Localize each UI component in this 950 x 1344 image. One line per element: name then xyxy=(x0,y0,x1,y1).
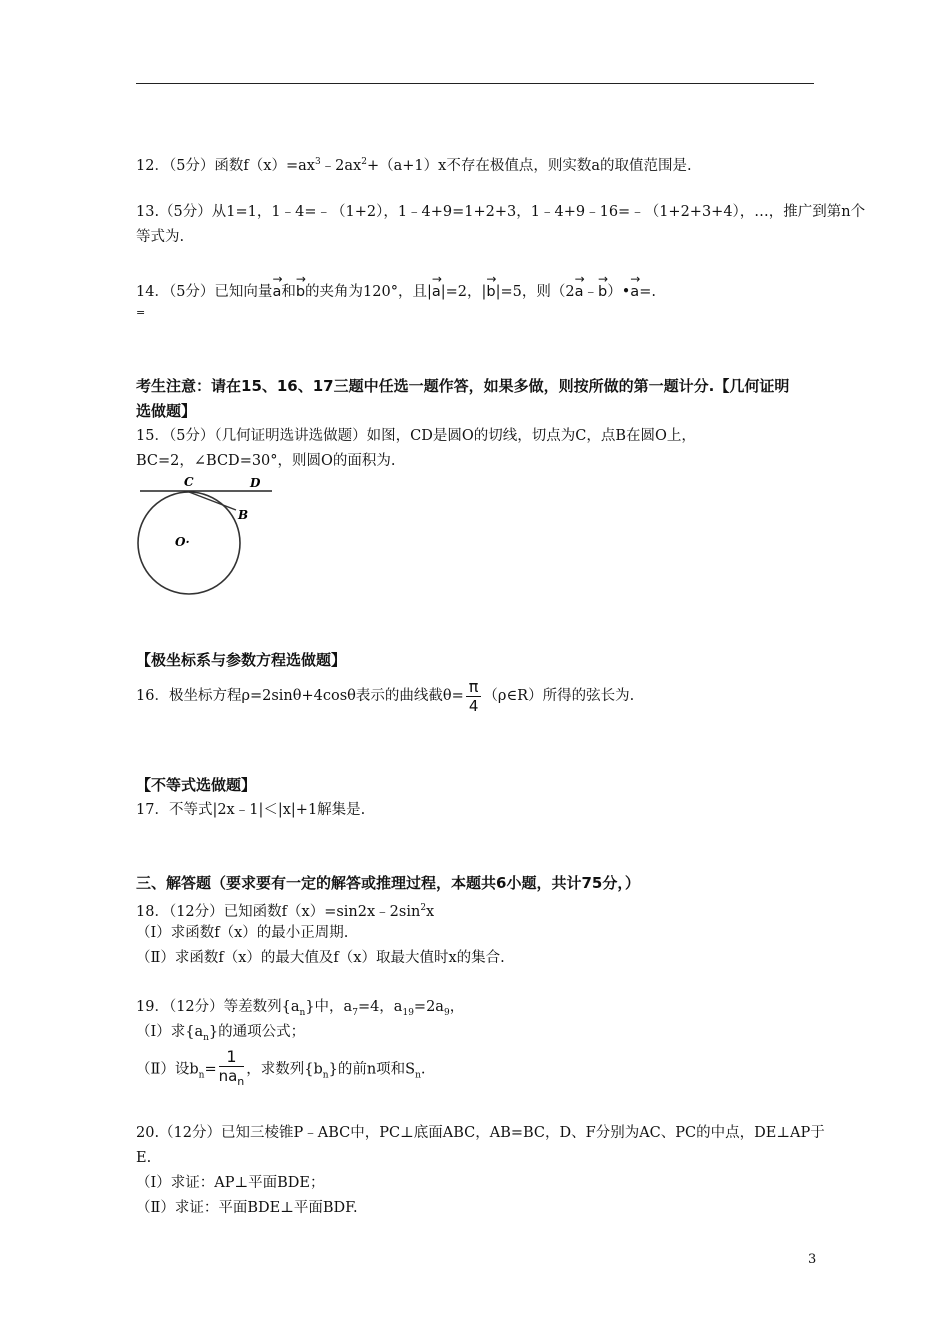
q19-text: }中，a xyxy=(305,999,353,1015)
question-14 xyxy=(136,276,656,302)
q12-end: +（a+1）x不存在极值点，则实数a的取值范围是. xyxy=(366,157,692,174)
notice-line1: 考生注意：请在15、16、17三题中任选一题作答，如果多做，则按所做的第一题计分.【几何证明 xyxy=(136,377,790,395)
label-c: C xyxy=(184,475,194,489)
q19-text: （Ⅰ）求{a xyxy=(136,1024,204,1040)
label-b: B xyxy=(238,508,249,522)
frac-numerator: 1 xyxy=(219,1048,245,1067)
q19-sub: n xyxy=(415,1070,421,1081)
vector-a: → a xyxy=(630,276,639,302)
q19-text: . xyxy=(420,1061,426,1078)
q19-sub: 9 xyxy=(443,1007,450,1018)
q19-text: =4，a xyxy=(357,999,403,1015)
q18-text: 18．（12分）已知函数f（x）=sin2x﹣2sin xyxy=(136,903,421,920)
question-13-line1: 13.（5分）从1=1，1﹣4=﹣（1+2），1﹣4+9=1+2+3，1﹣4+9﹣16=﹣（1+2+3+4），…，推广到第n个 xyxy=(136,204,866,220)
q14-text: 14．（5分）已知向量 xyxy=(136,284,273,300)
q19-text: }的前n项和S xyxy=(328,1061,416,1078)
fraction-pi-over-4 xyxy=(466,678,482,715)
vector-b: → b xyxy=(486,276,495,302)
q14-text: ﹣ xyxy=(583,284,599,300)
vector-a: → a xyxy=(432,276,441,302)
heading-17: 【不等式选做题】 xyxy=(136,776,257,794)
q19-text: （Ⅱ）设b xyxy=(136,1061,199,1078)
q19-sub: 7 xyxy=(352,1007,358,1018)
q19-text: }的通项公式； xyxy=(208,1024,306,1040)
vector-a: → a xyxy=(575,276,584,302)
circle-figure xyxy=(136,474,276,603)
frac-denominator: 4 xyxy=(468,696,479,715)
q16-text: （ρ∈R）所得的弦长为. xyxy=(483,688,635,704)
frac-numerator: π xyxy=(466,678,482,697)
question-18 xyxy=(136,898,434,922)
q18-text: x xyxy=(426,903,435,920)
section-3-heading: 三、解答题（要求要有一定的解答或推理过程，本题共6小题，共计75分，） xyxy=(136,874,640,892)
frac-denominator-text: na xyxy=(218,1067,238,1085)
chord-cb xyxy=(189,492,236,510)
q14-text: 和 xyxy=(281,284,296,300)
q12-mid: ﹣2ax xyxy=(320,157,362,174)
q14-text: ）• xyxy=(607,284,631,300)
q16-text: 16．极坐标方程ρ=2sinθ+4cosθ表示的曲线截θ= xyxy=(136,688,464,704)
vector-b: → b xyxy=(598,276,607,302)
header-rule xyxy=(136,83,814,84)
notice-line2: 选做题】 xyxy=(136,402,197,420)
question-19-part1 xyxy=(136,1022,305,1048)
label-o: O· xyxy=(175,535,190,549)
vector-b: → b xyxy=(296,276,305,302)
q14-text: 的夹角为120°，且| xyxy=(305,284,432,300)
page-number: 3 xyxy=(808,1252,817,1267)
q14-text: |=2，| xyxy=(440,284,487,300)
q19-text: ，求数列{b xyxy=(246,1061,323,1078)
question-17: 17．不等式|2x﹣1|＜|x|+1解集是. xyxy=(136,802,366,818)
q14-text: =. xyxy=(639,284,656,300)
question-18-part2: （Ⅱ）求函数f（x）的最大值及f（x）取最大值时x的集合. xyxy=(136,950,505,966)
question-20-part1: （Ⅰ）求证：AP⊥平面BDE； xyxy=(136,1175,325,1191)
frac-denominator-sub: n xyxy=(237,1075,245,1088)
q19-text: ， xyxy=(449,999,465,1015)
circle-diagram xyxy=(136,474,276,599)
question-20-line1: 20.（12分）已知三棱锥P﹣ABC中，PC⊥底面ABC，AB=BC，D、F分别为AC、PC的中点，DE⊥AP于 xyxy=(136,1125,825,1141)
q19-sub: n xyxy=(299,1007,306,1018)
question-16 xyxy=(136,677,634,715)
q19-sub: n xyxy=(198,1070,205,1081)
frac-denominator xyxy=(219,1067,245,1091)
q12-sup: 2 xyxy=(361,157,367,167)
q12-text: 12．（5分）函数f（x）=ax xyxy=(136,157,315,174)
q14-text: |=5，则（2 xyxy=(495,284,575,300)
question-15-line2: BC=2，∠BCD=30°，则圆O的面积为. xyxy=(136,453,396,469)
q12-sup: 3 xyxy=(314,157,321,167)
question-12 xyxy=(136,152,692,176)
question-19 xyxy=(136,997,464,1023)
question-20-line2: E. xyxy=(136,1150,152,1166)
label-d: D xyxy=(250,476,261,490)
fraction-1-over-nan xyxy=(219,1048,245,1091)
question-18-part1: （Ⅰ）求函数f（x）的最小正周期. xyxy=(136,925,349,941)
heading-16: 【极坐标系与参数方程选做题】 xyxy=(136,651,347,669)
q19-sub: 19 xyxy=(402,1007,414,1018)
question-13-line2: 等式为. xyxy=(136,229,185,245)
question-19-part2 xyxy=(136,1048,426,1096)
q19-text: =2a xyxy=(413,999,444,1015)
q19-text: = xyxy=(204,1061,217,1078)
question-14-trailing: = xyxy=(136,306,146,319)
q19-sub: n xyxy=(203,1032,209,1043)
q19-text: 19．（12分）等差数列{a xyxy=(136,999,300,1015)
q18-sup: 2 xyxy=(420,903,427,913)
question-15-line1: 15．（5分）（几何证明选讲选做题）如图，CD是圆O的切线，切点为C，点B在圆O上， xyxy=(136,428,696,444)
question-20-part2: （Ⅱ）求证：平面BDE⊥平面BDF. xyxy=(136,1200,358,1216)
vector-a: → a xyxy=(272,276,281,302)
q19-sub: n xyxy=(322,1070,329,1081)
